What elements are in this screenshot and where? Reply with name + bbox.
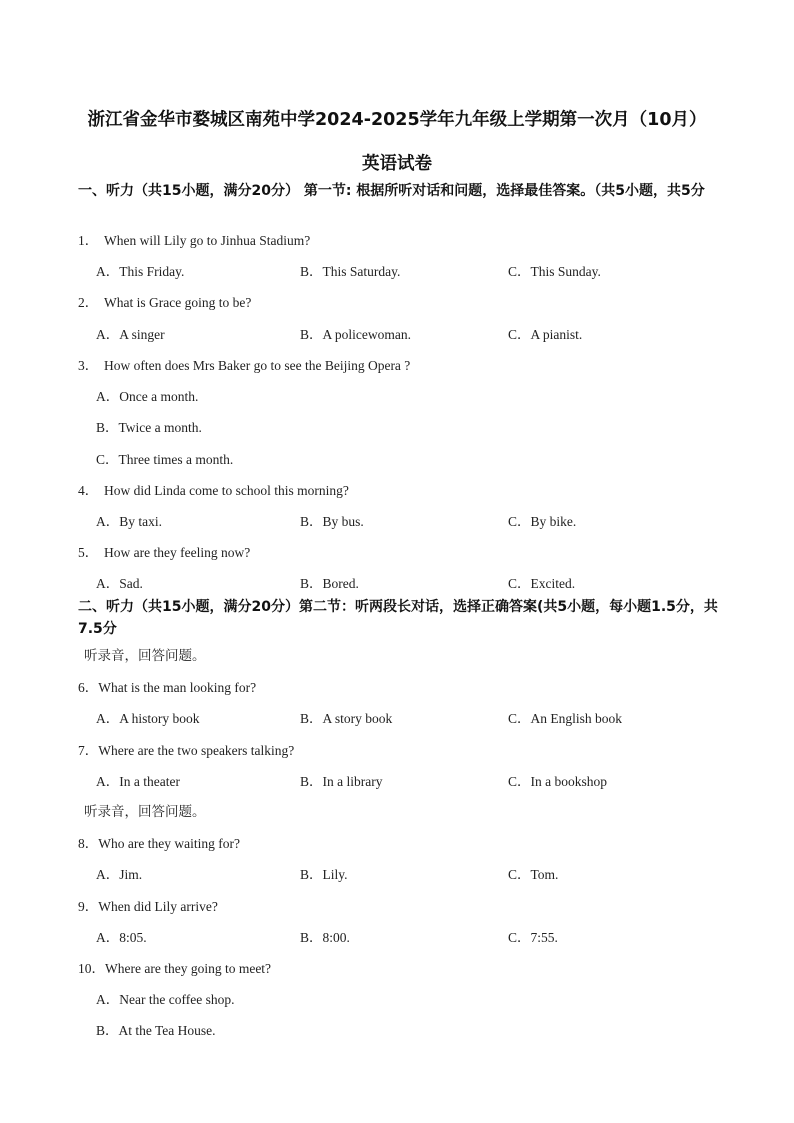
question-text: How are they feeling now? xyxy=(104,545,251,560)
listening-instruction-1: 听录音，回答问题。 xyxy=(84,648,206,664)
question-number: 2． xyxy=(78,295,99,310)
option-b: B．In a library xyxy=(300,774,383,789)
option-b: B．Bored. xyxy=(300,576,359,591)
option-c: C．In a bookshop xyxy=(508,774,607,789)
option-c: C．This Sunday. xyxy=(508,264,601,279)
exam-title-line2: 英语试卷 xyxy=(362,154,432,174)
question-text: When did Lily arrive? xyxy=(98,899,218,914)
option-b: B．A story book xyxy=(300,711,393,726)
question-number: 9． xyxy=(78,899,99,914)
option-c: C．By bike. xyxy=(508,514,577,529)
question-text: What is Grace going to be? xyxy=(104,295,252,310)
question-8 xyxy=(78,832,240,852)
question-3-option-c: C．Three times a month. xyxy=(96,452,234,467)
question-5 xyxy=(78,541,250,561)
option-a: A．This Friday. xyxy=(96,264,185,279)
option-b: B．8:00. xyxy=(300,930,350,945)
option-b: B．This Saturday. xyxy=(300,264,401,279)
option-c: C．A pianist. xyxy=(508,327,583,342)
listening-instruction-2: 听录音，回答问题。 xyxy=(84,804,206,820)
question-number: 5． xyxy=(78,545,99,560)
question-number: 7． xyxy=(78,743,99,758)
section-1-heading: 一、听力（共15小题，满分20分） 第一节: 根据所听对话和问题，选择最佳答案。（共5小题，共5分 xyxy=(78,183,705,199)
option-a: A．A singer xyxy=(96,327,165,342)
question-3-option-a: A．Once a month. xyxy=(96,389,199,404)
question-10-option-b: B．At the Tea House. xyxy=(96,1023,216,1038)
option-a: A．In a theater xyxy=(96,774,180,789)
question-text: When will Lily go to Jinhua Stadium? xyxy=(104,233,311,248)
question-number: 8． xyxy=(78,836,99,851)
option-a: A．Jim. xyxy=(96,867,143,882)
question-number: 1． xyxy=(78,233,99,248)
option-a: A．8:05. xyxy=(96,930,147,945)
option-a: A．Sad. xyxy=(96,576,143,591)
option-b: B．By bus. xyxy=(300,514,364,529)
exam-title-line1: 浙江省金华市婺城区南苑中学2024-2025学年九年级上学期第一次月（10月） xyxy=(87,110,707,130)
question-1 xyxy=(78,229,310,249)
option-c: C．Excited. xyxy=(508,576,576,591)
option-b: B．A policewoman. xyxy=(300,327,411,342)
question-7 xyxy=(78,739,294,759)
question-text: How did Linda come to school this morning? xyxy=(104,483,349,498)
option-c: C．Tom. xyxy=(508,867,559,882)
question-number: 4． xyxy=(78,483,99,498)
question-number: 10． xyxy=(78,961,105,976)
option-c: C．An English book xyxy=(508,711,623,726)
option-c: C．7:55. xyxy=(508,930,558,945)
question-number: 6． xyxy=(78,680,99,695)
question-10-option-a: A．Near the coffee shop. xyxy=(96,992,235,1007)
option-b: B．Lily. xyxy=(300,867,348,882)
question-2 xyxy=(78,291,251,311)
question-text: Where are they going to meet? xyxy=(105,961,272,976)
question-text: Where are the two speakers talking? xyxy=(98,743,295,758)
question-number: 3． xyxy=(78,358,99,373)
option-a: A．A history book xyxy=(96,711,200,726)
question-4 xyxy=(78,479,349,499)
question-6 xyxy=(78,676,256,696)
question-3 xyxy=(78,354,410,374)
question-9 xyxy=(78,895,218,915)
question-text: What is the man looking for? xyxy=(98,680,257,695)
section-2-heading: 二、听力（共15小题，满分20分）第二节：听两段长对话，选择正确答案(共5小题，每小题1.5分，共7.5分 xyxy=(78,599,718,637)
option-a: A．By taxi. xyxy=(96,514,162,529)
question-text: Who are they waiting for? xyxy=(98,836,240,851)
question-text: How often does Mrs Baker go to see the Beijing Opera ? xyxy=(104,358,411,373)
question-3-option-b: B．Twice a month. xyxy=(96,420,202,435)
question-10 xyxy=(78,957,271,977)
